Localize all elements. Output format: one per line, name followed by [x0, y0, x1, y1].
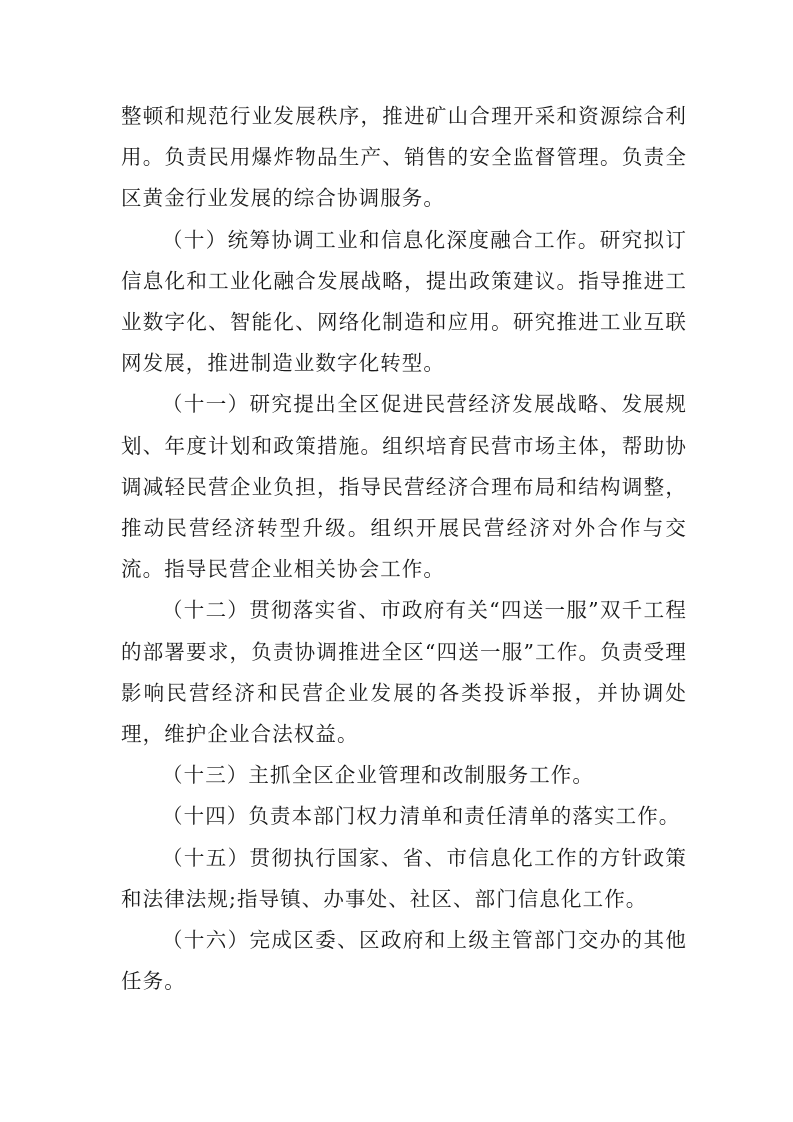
- paragraph-item-16: （十六）完成区委、区政府和上级主管部门交办的其他任务。: [121, 928, 687, 994]
- paragraph-item-12: （十二）贯彻落实省、市政府有关“四送一服”双千工程的部署要求，负责协调推进全区“四送一服”工作。负责受理影响民营经济和民营企业发展的各类投诉举报，并协调处理，维护企业合法权益。: [121, 598, 687, 747]
- paragraph-item-11: （十一）研究提出全区促进民营经济发展战略、发展规划、年度计划和政策措施。组织培育民营市场主体，帮助协调减轻民营企业负担，指导民营经济合理布局和结构调整，推动民营经济转型升级。组织开展民营经济对外合作与交流。指导民营企业相关协会工作。: [121, 392, 687, 582]
- paragraph-item-15: （十五）贯彻执行国家、省、市信息化工作的方针政策和法律法规;指导镇、办事处、社区、部门信息化工作。: [121, 845, 687, 911]
- paragraph-item-14: （十四）负责本部门权力清单和责任清单的落实工作。: [162, 804, 681, 829]
- paragraph-item-13: （十三）主抓全区企业管理和改制服务工作。: [162, 763, 594, 788]
- paragraph-item-10: （十）统筹协调工业和信息化深度融合工作。研究拟订信息化和工业化融合发展战略，提出政策建议。指导推进工业数字化、智能化、网络化制造和应用。研究推进工业互联网发展，推进制造业数字化转型。: [121, 227, 687, 376]
- paragraph-continuation: 整顿和规范行业发展秩序，推进矿山合理开采和资源综合利用。负责民用爆炸物品生产、销售的安全监督管理。负责全区黄金行业发展的综合协调服务。: [121, 104, 687, 211]
- document-body: [121, 96, 687, 1002]
